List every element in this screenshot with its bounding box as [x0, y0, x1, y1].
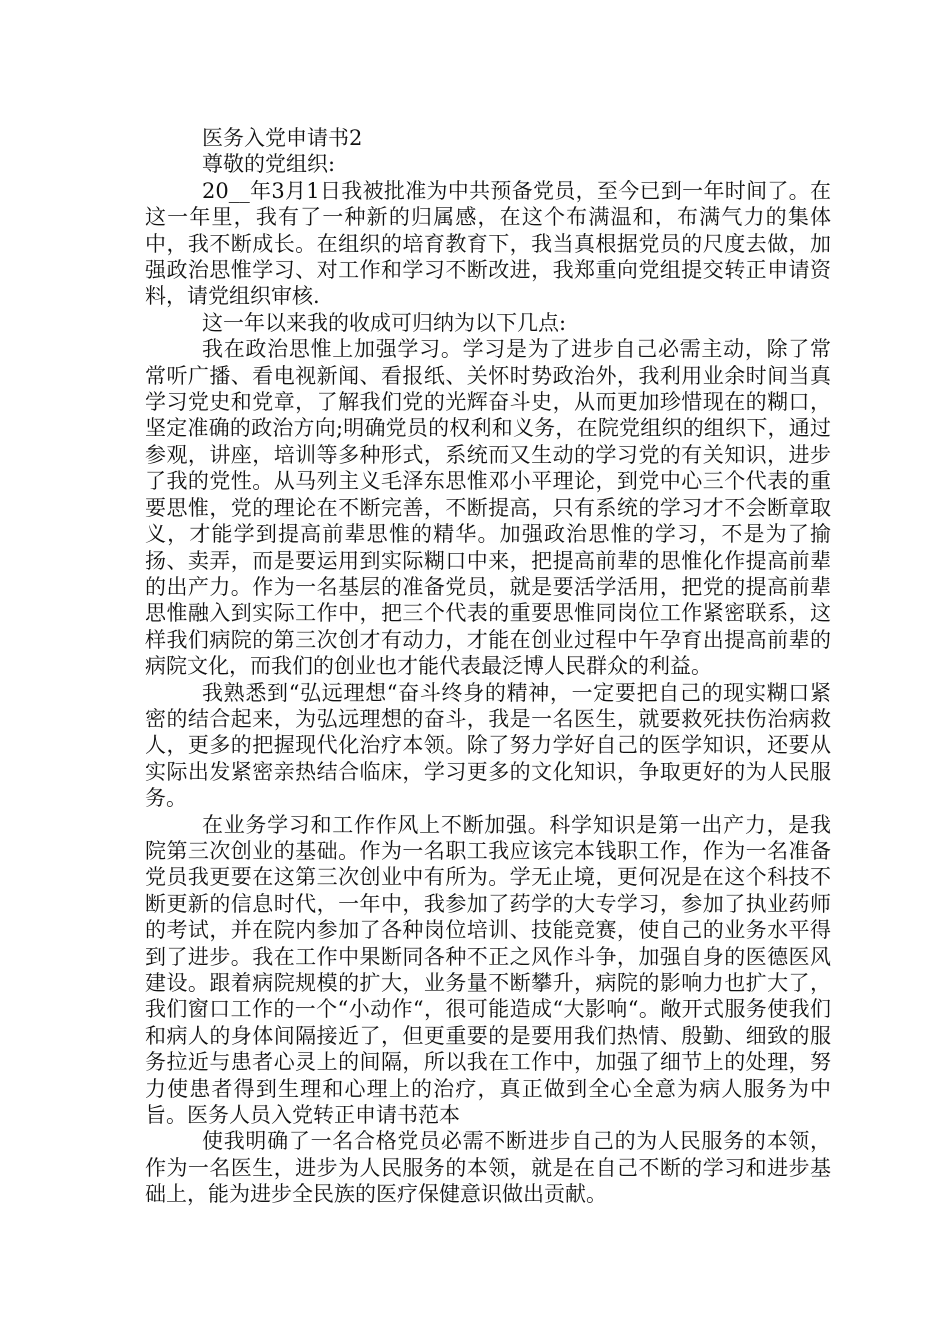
paragraph-3: 我在政治思惟上加强学习。学习是为了进步自己必需主动，除了常常听广播、看电视新闻、看报纸、关怀时势政治外，我利用业余时间当真学习党史和党章，了解我们党的光辉奋斗史，从而更加珍惜现在的糊口，坚定准确的政治方向;明确党员的权利和义务，在院党组织的组织下，通过参观，讲座，培训等多种形式，系统而又生动的学习党的有关知识，进步了我的党性。从马列主义毛泽东思惟邓小平理论，到党中心三个代表的重要思惟，党的理论在不断完善，不断提高，只有系统的学习才不会断章取义，才能学到提高前辈思惟的精华。加强政治思惟的学习，不是为了揄扬、卖弄，而是要运用到实际糊口中来，把提高前辈的思惟化作提高前辈的出产力。作为一名基层的准备党员，就是要活学活用，把党的提高前辈思惟融入到实际工作中，把三个代表的重要思惟同岗位工作紧密联系，这样我们病院的第三次创才有动力，才能在创业过程中午孕育出提高前辈的病院文化，而我们的创业也才能代表最泛博人民群众的利益。	[145, 337, 831, 679]
salutation: 尊敬的党组织:	[202, 152, 336, 177]
paragraph-2: 这一年以来我的收成可归纳为以下几点:	[202, 310, 567, 335]
document-title: 医务入党申请书2	[202, 126, 363, 150]
document-body	[145, 125, 831, 1208]
paragraph-1: 20__年3月1日我被批准为中共预备党员，至今已到一年时间了。在这一年里，我有了一种新的归属感，在这个布满温和，布满气力的集体中，我不断成长。在组织的培育教育下，我当真根据党员的尺度去做，加强政治思惟学习、对工作和学习不断改进，我郑重向党组提交转正申请资料，请党组织审核.	[145, 178, 831, 309]
paragraph-5: 在业务学习和工作作风上不断加强。科学知识是第一出产力，是我院第三次创业的基础。作为一名职工我应该完本钱职工作，作为一名准备党员我更要在这第三次创业中有所为。学无止境，更何况是在这个科技不断更新的信息时代，一年中，我参加了药学的大专学习，参加了执业药师的考试，并在院内参加了各种岗位培训、技能竞赛，使自己的业务水平得到了进步。我在工作中果断同各种不正之风作斗争，加强自身的医德医风建设。跟着病院规模的扩大，业务量不断攀升，病院的影响力也扩大了，我们窗口工作的一个“小动作“，很可能造成“大影响“。敞开式服务使我们和病人的身体间隔接近了，但更重要的是要用我们热情、殷勤、细致的服务拉近与患者心灵上的间隔，所以我在工作中，加强了细节上的处理，努力使患者得到生理和心理上的治疗，真正做到全心全意为病人服务为中旨。医务人员入党转正申请书范本	[145, 812, 831, 1128]
paragraph-4: 我熟悉到“弘远理想“奋斗终身的精神，一定要把自己的现实糊口紧密的结合起来，为弘远理想的奋斗，我是一名医生，就要救死扶伤治病救人，更多的把握现代化治疗本领。除了努力学好自己的医学知识，还要从实际出发紧密亲热结合临床，学习更多的文化知识，争取更好的为人民服务。	[145, 680, 831, 811]
paragraph-6: 使我明确了一名合格党员必需不断进步自己的为人民服务的本领，作为一名医生，进步为人民服务的本领，就是在自己不断的学习和进步基础上，能为进步全民族的医疗保健意识做出贡献。	[145, 1129, 831, 1207]
